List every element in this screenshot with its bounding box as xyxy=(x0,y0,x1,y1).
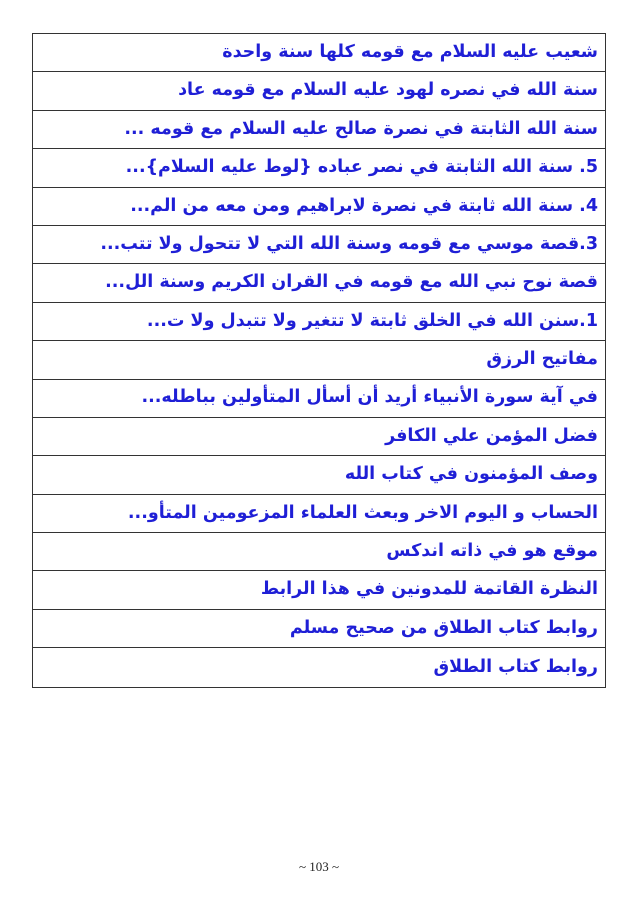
row-link-text[interactable]: الحساب و اليوم الاخر وبعث العلماء المزعومين المتأو... xyxy=(127,502,598,523)
row-link-text[interactable]: سنة الله في نصره لهود عليه السلام مع قومه عاد xyxy=(178,80,598,101)
table-row[interactable] xyxy=(33,149,605,187)
table-row[interactable] xyxy=(33,303,605,341)
row-link-text[interactable]: فضل المؤمن علي الكافر xyxy=(385,425,598,446)
table-row[interactable] xyxy=(33,648,605,686)
table-row[interactable] xyxy=(33,226,605,264)
row-link-text[interactable]: روابط كتاب الطلاق من صحيح مسلم xyxy=(289,617,598,638)
row-link-text[interactable]: شعيب عليه السلام مع قومه كلها سنة واحدة xyxy=(222,41,598,62)
table-row[interactable] xyxy=(33,34,605,72)
row-link-text[interactable]: موقع هو في ذاته اندكس xyxy=(386,541,598,562)
table-row[interactable] xyxy=(33,495,605,533)
row-link-text[interactable]: النظرة القاتمة للمدونين في هذا الرابط xyxy=(260,579,598,600)
row-link-text[interactable]: وصف المؤمنون في كتاب الله xyxy=(344,464,598,485)
table-row[interactable] xyxy=(33,456,605,494)
table-row[interactable] xyxy=(33,188,605,226)
table-row[interactable] xyxy=(33,264,605,302)
row-link-text[interactable]: قصة نوح نبي الله مع قومه في القران الكريم وسنة الل... xyxy=(105,272,598,293)
row-link-text[interactable]: في آية سورة الأنبياء أريد أن أسأل المتأولين بباطله... xyxy=(141,387,598,408)
table-row[interactable] xyxy=(33,341,605,379)
row-link-text[interactable]: سنة الله الثابتة في نصرة صالح عليه السلام مع قومه ... xyxy=(124,118,598,139)
row-link-text[interactable]: 4. سنة الله ثابتة في نصرة لابراهيم ومن معه من الم... xyxy=(130,195,598,216)
row-link-text[interactable]: روابط كتاب الطلاق xyxy=(433,656,598,677)
table-row[interactable] xyxy=(33,533,605,571)
page-number: ~ 103 ~ xyxy=(298,859,340,874)
row-link-text[interactable]: 1.سنن الله في الخلق ثابتة لا تتغير ولا تتبدل ولا ت... xyxy=(146,310,598,331)
links-table xyxy=(32,33,606,688)
table-row[interactable] xyxy=(33,571,605,609)
table-row[interactable] xyxy=(33,111,605,149)
table-row[interactable] xyxy=(33,610,605,648)
table-row[interactable] xyxy=(33,72,605,110)
row-link-text[interactable]: مفاتيح الرزق xyxy=(486,349,598,370)
table-row[interactable] xyxy=(33,418,605,456)
row-link-text[interactable]: 3.قصة موسي مع قومه وسنة الله التي لا تتحول ولا تتب... xyxy=(100,233,598,254)
table-row[interactable] xyxy=(33,380,605,418)
row-link-text[interactable]: 5. سنة الله الثابتة في نصر عباده {لوط عليه السلام}... xyxy=(125,157,598,178)
